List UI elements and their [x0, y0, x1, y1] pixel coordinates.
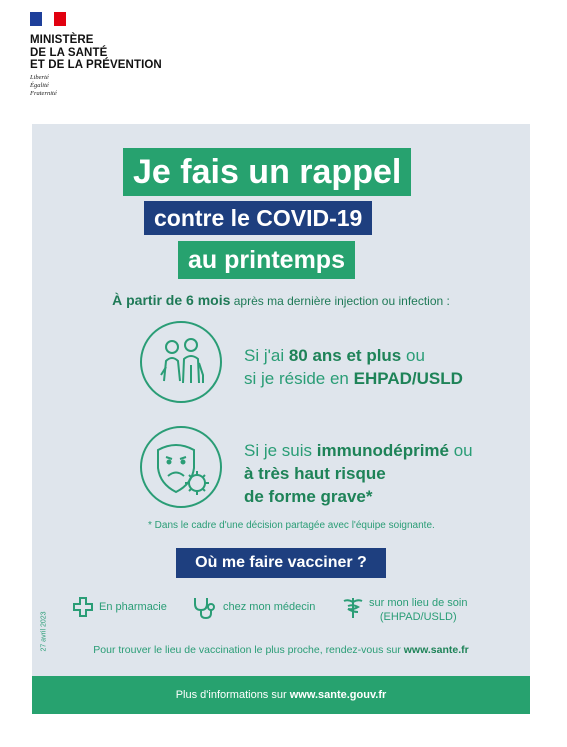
care-facility-label: sur mon lieu de soin: [369, 597, 468, 609]
caduceus-icon: [342, 596, 364, 620]
info-footer: [32, 676, 530, 714]
date-label: [32, 606, 52, 666]
motto-liberte: Liberté: [30, 74, 49, 81]
immuno-text-bold: immunodéprimé: [316, 441, 449, 460]
option-care-facility: [342, 596, 467, 624]
ehpad-text-bold: EHPAD/USLD: [353, 369, 463, 388]
motto-egalite: Égalité: [30, 82, 49, 89]
republic-motto: [30, 74, 57, 98]
motto-fraternite: Fraternité: [30, 90, 57, 97]
where-to-vaccinate-banner: Où me faire vacciner ?: [176, 548, 386, 578]
ministry-name: [30, 34, 162, 72]
ministry-line-2: DE LA SANTÉ: [30, 46, 108, 59]
immuno-text-1: Si je suis: [244, 441, 317, 460]
sante-fr-link[interactable]: www.sante.fr: [403, 644, 469, 656]
date-text: 27 avril 2023: [40, 611, 48, 652]
french-flag-icon: [30, 12, 66, 26]
doctor-label: chez mon médecin: [223, 601, 316, 613]
ministry-line-3: ET DE LA PRÉVENTION: [30, 59, 162, 71]
subtitle: [32, 292, 530, 308]
stethoscope-icon: [192, 596, 218, 620]
condition-immunocompromised: [244, 439, 473, 508]
age-text-bold: 80 ans et plus: [288, 346, 402, 365]
footer-text: Plus d'informations sur: [175, 689, 290, 701]
subtitle-rest: après ma dernière injection ou infection :: [230, 294, 450, 308]
option-doctor: [192, 596, 315, 620]
title-line-2: contre le COVID-19: [144, 201, 372, 235]
age-text-2: ou: [401, 346, 425, 365]
vaccination-poster: [32, 124, 530, 714]
title-line-1: Je fais un rappel: [123, 148, 411, 196]
sante-gouv-link[interactable]: www.sante.gouv.fr: [289, 689, 387, 701]
title-line-3: au printemps: [178, 241, 355, 279]
pharmacy-cross-icon: [72, 596, 94, 618]
option-pharmacy: [72, 596, 167, 618]
ministry-line-1: MINISTÈRE: [30, 34, 94, 46]
age-text-1: Si j'ai: [244, 346, 289, 365]
find-location-text: [32, 644, 530, 656]
footnote: * Dans le cadre d'une décision partagée avec l'équipe soignante.: [148, 520, 435, 531]
sick-face-virus-icon: [140, 426, 222, 508]
ministry-header: [30, 12, 230, 107]
high-risk-text: à très haut risque: [244, 464, 386, 483]
care-facility-sub: (EHPAD/USLD): [379, 611, 457, 623]
severe-form-text: de forme grave*: [244, 487, 373, 506]
ehpad-text: si je réside en: [244, 369, 354, 388]
elderly-couple-icon: [140, 321, 222, 403]
subtitle-bold: À partir de 6 mois: [112, 292, 231, 308]
immuno-text-2: ou: [449, 441, 473, 460]
find-text: Pour trouver le lieu de vaccination le plus proche, rendez-vous sur: [93, 644, 404, 656]
condition-age: [244, 344, 463, 390]
pharmacy-label: En pharmacie: [99, 601, 167, 613]
